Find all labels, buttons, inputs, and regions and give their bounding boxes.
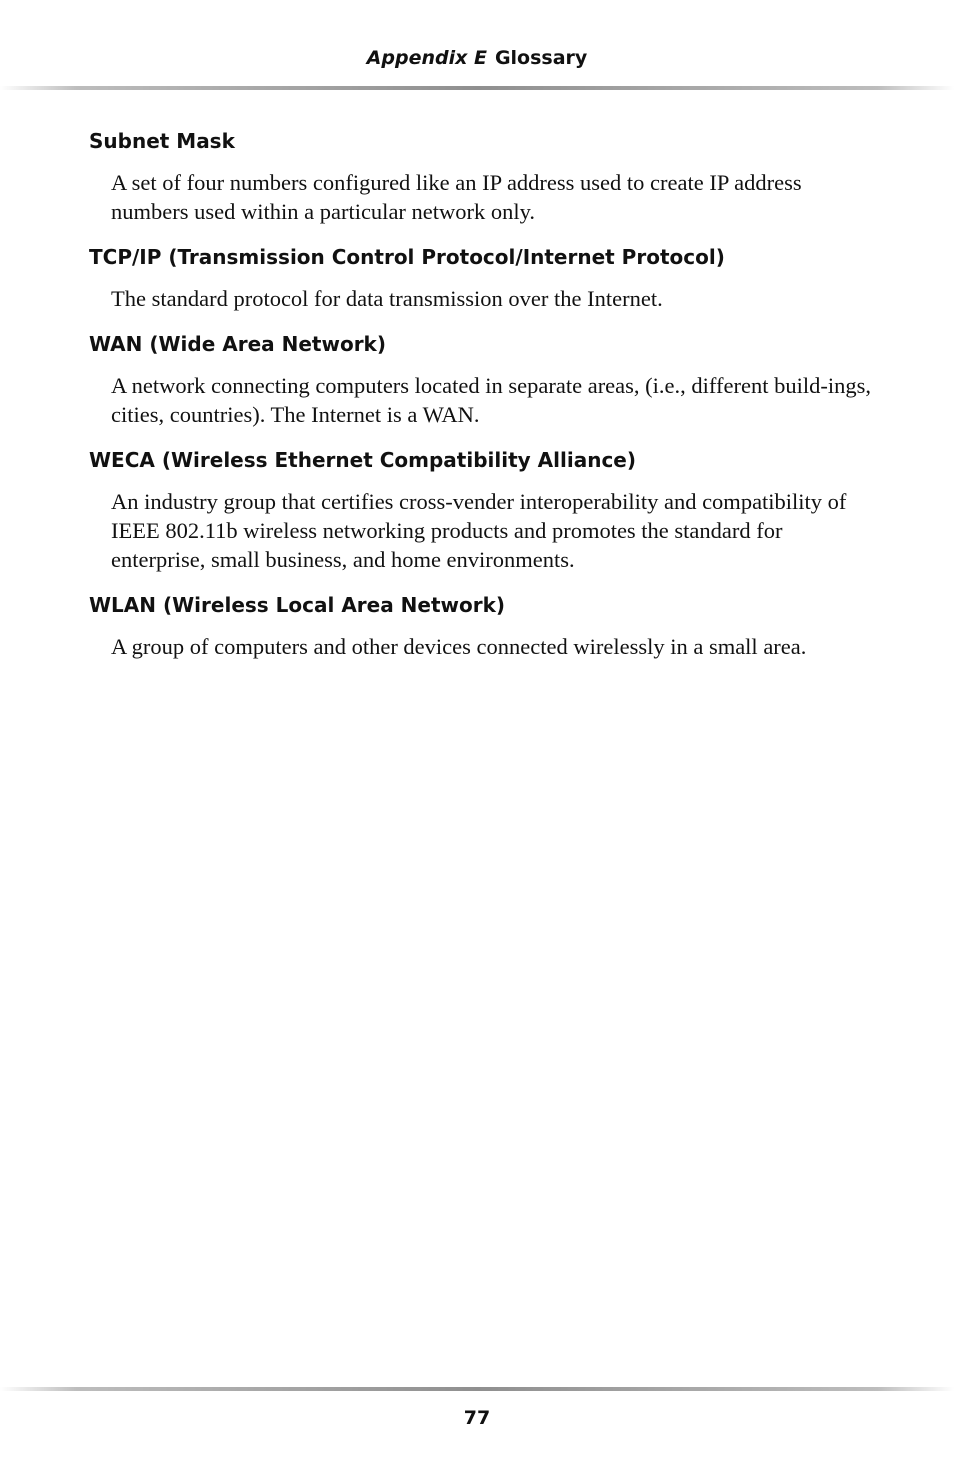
glossary-entry-wlan [89,590,869,661]
footer-divider [0,1387,954,1391]
glossary-term: WECA (Wireless Ethernet Compatibility Alliance) [89,448,637,472]
glossary-term: WLAN (Wireless Local Area Network) [89,593,506,617]
page-number: 77 [463,1407,491,1429]
header-appendix-label: Appendix E [366,47,487,69]
glossary-entry-tcp-ip [89,242,869,313]
glossary-definition: The standard protocol for data transmission over the Internet. [111,286,663,311]
running-header [0,44,954,72]
glossary-term: Subnet Mask [89,129,235,153]
glossary-body [89,126,869,677]
glossary-definition: A group of computers and other devices connected wirelessly in a small area. [111,634,807,659]
glossary-term: WAN (Wide Area Network) [89,332,386,356]
glossary-definition: A set of four numbers configured like an IP address used to create IP address numbers used within a particular network only. [111,170,802,224]
glossary-definition: A network connecting computers located in separate areas, (i.e., different build-ings, cities, countries). The Internet is a WAN. [111,373,871,427]
glossary-entry-weca [89,445,869,574]
glossary-entry-wan [89,329,869,429]
glossary-term: TCP/IP (Transmission Control Protocol/Internet Protocol) [89,245,725,269]
header-section-title: Glossary [494,47,588,69]
glossary-entry-subnet-mask [89,126,869,226]
header-divider [0,86,954,90]
glossary-definition: An industry group that certifies cross-vender interoperability and compatibility of IEEE 802.11b wireless networking products and promotes the standard for enterprise, small business, and home environments. [111,489,847,572]
